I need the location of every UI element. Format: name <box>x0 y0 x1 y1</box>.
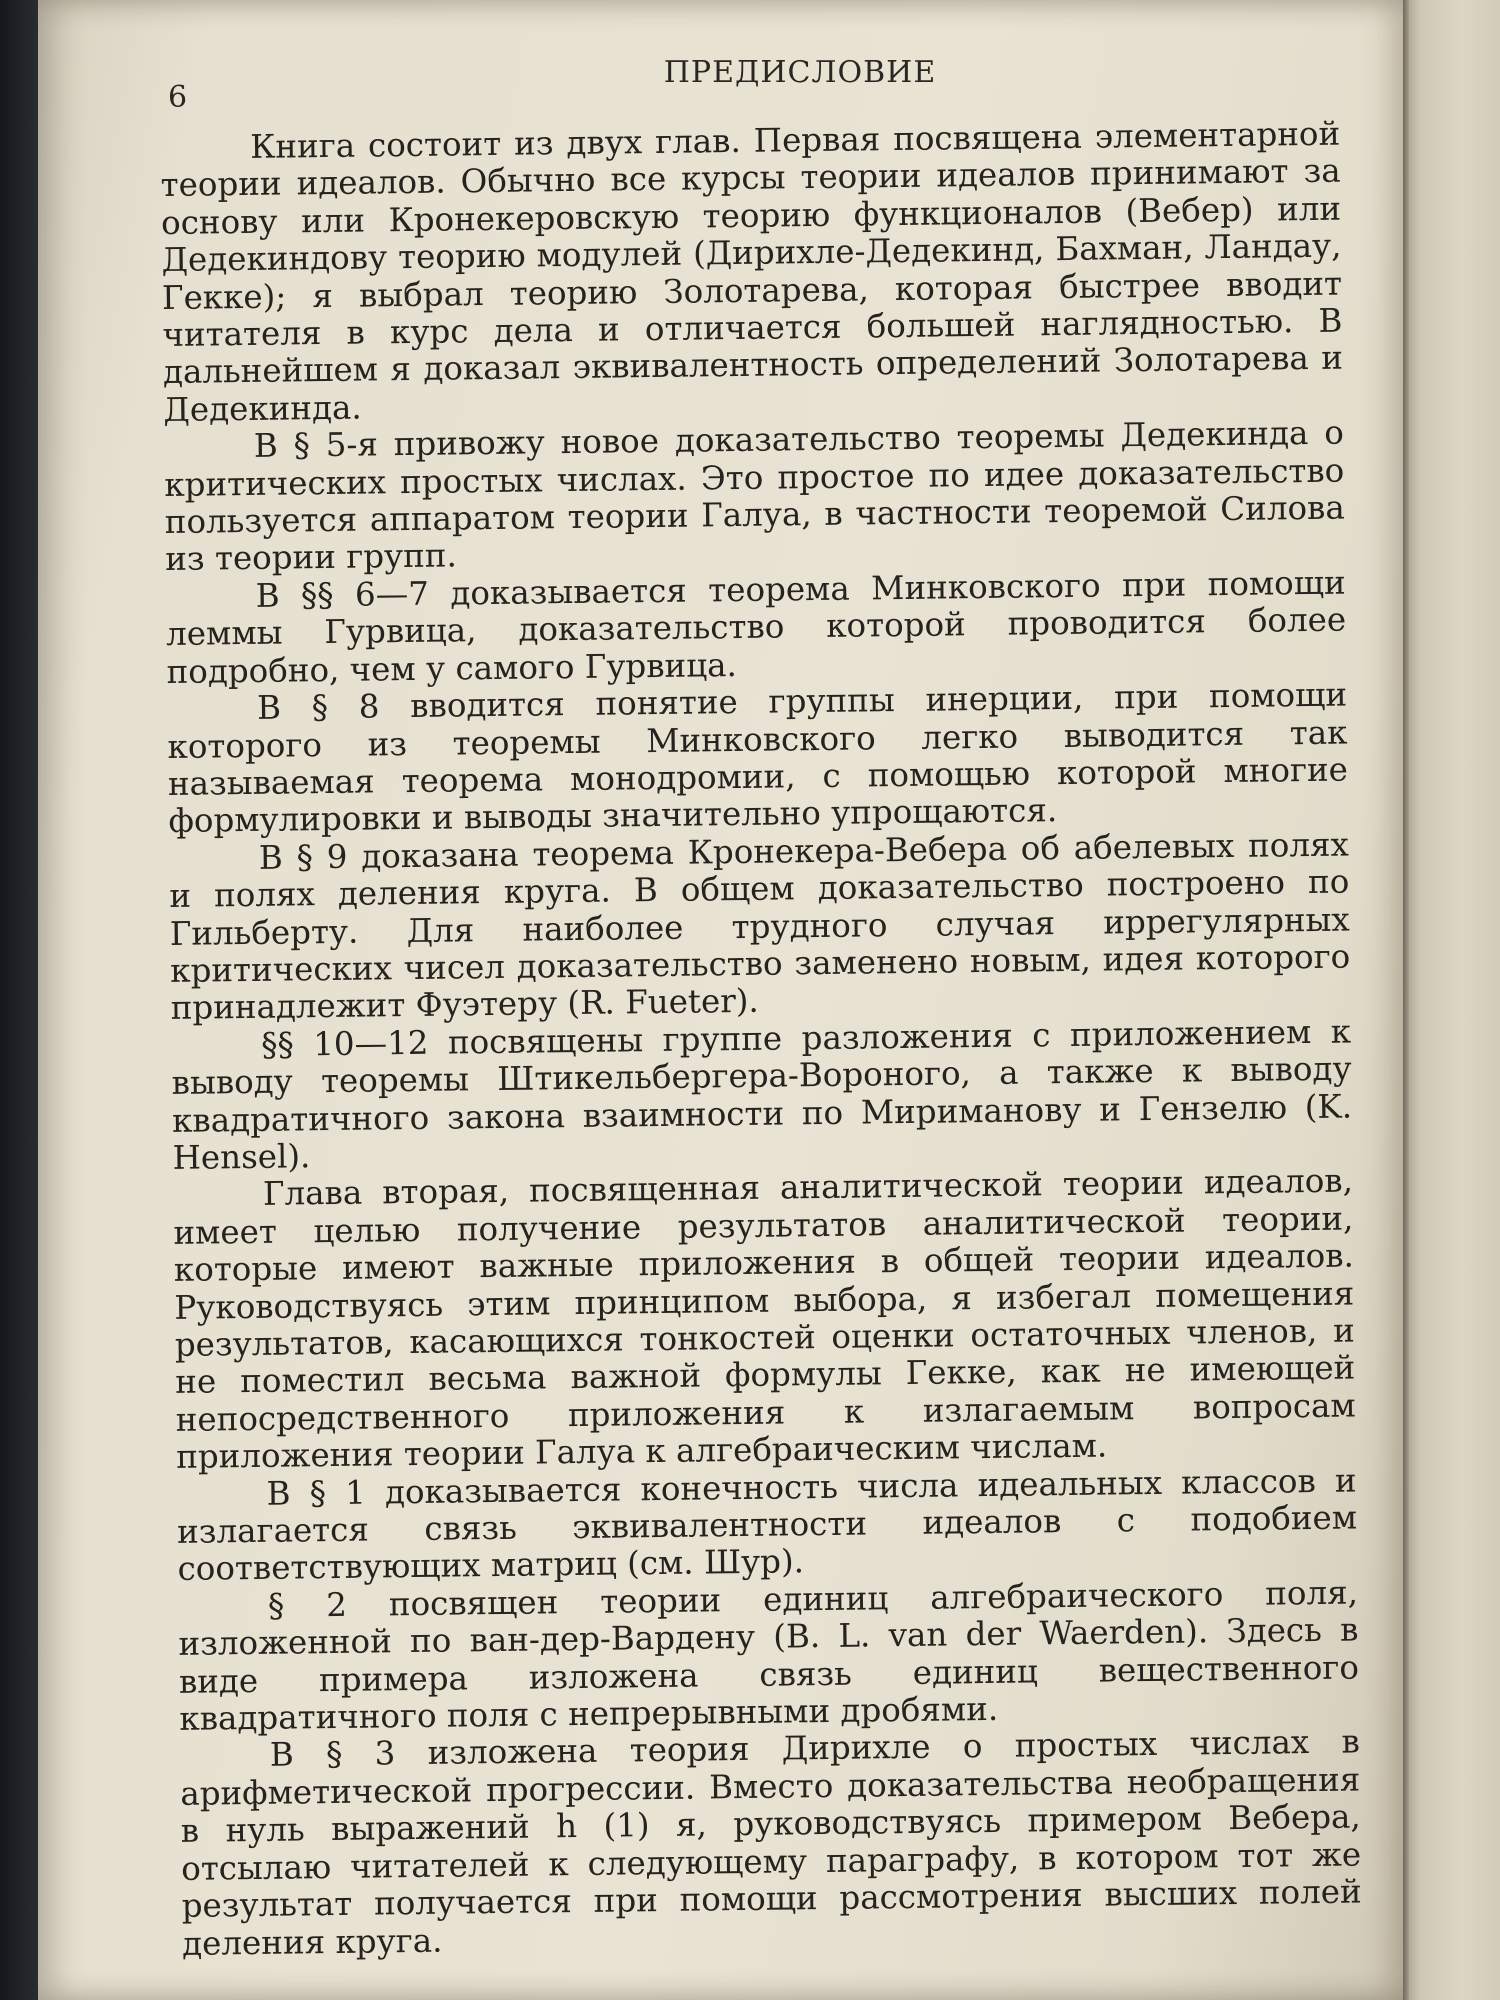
paragraph: В § 8 вводится понятие группы инерции, при помощи которого из теоремы Минковского легко выводится так называемая теорема монодромии, с помощью которой многие формулировки и выводы значительно упрощаются. <box>167 675 1349 841</box>
paragraph: В § 1 доказывается конечность числа идеальных классов и излагается связь эквивалентности идеалов с подобием соответствующих матриц (см. Шур). <box>176 1461 1358 1589</box>
body-text <box>160 116 1362 1963</box>
running-title: ПРЕДИСЛОВИЕ <box>663 55 937 90</box>
paragraph: В § 3 изложена теория Дирихле о простых числах в арифметической прогрессии. Вместо доказательства необращения в нуль выражений h (1) я, руководствуясь примером Вебера, отсылаю читателей к следующему параграфу, в котором тот же результат получается при помощи рассмотрения высших полей деления круга. <box>180 1722 1362 1963</box>
paragraph: Книга состоит из двух глав. Первая посвящена элементарной теории идеалов. Обычно все курсы теории идеалов принимают за основу или Кронекеровскую теорию функционалов (Вебер) или Дедекиндову теорию модулей (Дирихле-Дедекинд, Бахман, Ландау, Гекке); я выбрал теорию Золотарева, которая быстрее вводит читателя в курс дела и отличается большей наглядностью. В дальнейшем я доказал эквивалентность определений Золотарева и Дедекинда. <box>160 114 1344 429</box>
paragraph: В § 5-я привожу новое доказательство теоремы Дедекинда о критических простых числах. Это простое по идее доказательство пользуется аппаратом теории Галуа, в частности теоремой Силова из теории групп. <box>164 413 1345 579</box>
paragraph: Глава вторая, посвященная аналитической теории идеалов, имеет целью получение результатов аналитической теории, которые имеют важные приложения в общей теории идеалов. Руководствуясь этим принципом выбора, я избегал помещения результатов, касающихся тонкостей оценки остаточных членов, и не поместил весьма важной формулы Гекке, как не имеющей непосредственного приложения к излагаемым вопросам приложения теории Галуа к алгебраическим числам. <box>173 1161 1356 1477</box>
paragraph: § 2 посвящен теории единиц алгебраического поля, изложенной по ван-дер-Вардену (B. L. van der Waerden). Здесь в виде примера изложена связь единиц вещественного квадратичного поля с непрерывными дробями. <box>178 1573 1360 1738</box>
background-edge <box>0 0 40 2000</box>
page-number: 6 <box>168 80 188 115</box>
paragraph: В §§ 6—7 доказывается теорема Минковского при помощи леммы Гурвица, доказательство которой проводится более подробно, чем у самого Гурвица. <box>165 563 1347 691</box>
page-stack-edge <box>1403 0 1500 2000</box>
paragraph: В § 9 доказана теорема Кронекера-Вебера об абелевых полях и полях деления круга. В общем доказательство построено по Гильберту. Для наиболее трудного случая иррегулярных критических чисел доказательство заменено новым, идея которого принадлежит Фуэтеру (R. Fueter). <box>169 825 1351 1028</box>
paragraph: §§ 10—12 посвящены группе разложения с приложением к выводу теоремы Штикельбергера-Вороного, а также к выводу квадратичного закона взаимности по Мириманову и Гензелю (K. Hensel). <box>171 1012 1353 1177</box>
